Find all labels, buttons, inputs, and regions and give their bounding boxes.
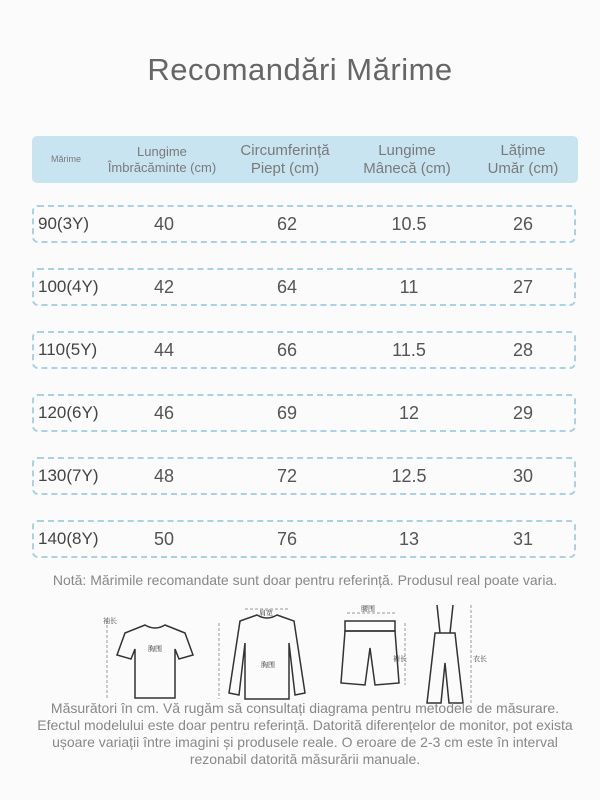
chest-cell: 64 bbox=[276, 276, 298, 297]
length-cell: 50 bbox=[153, 528, 175, 549]
size-cell: 110(5Y) bbox=[38, 340, 98, 359]
header-size: Mărime bbox=[50, 154, 81, 165]
header-length: Lungime Îmbrăcăminte (cm) bbox=[107, 143, 217, 175]
sleeve-cell: 12.5 bbox=[391, 465, 427, 486]
chest-cell: 72 bbox=[276, 465, 298, 486]
long-sleeve-icon bbox=[229, 615, 305, 699]
chest-cell: 66 bbox=[276, 339, 298, 360]
waist-label: 腰围 bbox=[361, 606, 375, 613]
disclaimer: Măsurători în cm. Vă rugăm să consultați diagrama pentru metodele de măsurare. Efectul modelului este doar pentru referință. Datorită diferențelor de monitor, pot exista ușoare variații între imagini și produsele reale. O eroare de 2-3 cm este în interval rezonabil datorită măsurării manuale. bbox=[37, 700, 573, 767]
length-cell: 46 bbox=[153, 402, 175, 423]
shoulder-label: 肩宽 bbox=[259, 610, 273, 617]
size-cell: 90(3Y) bbox=[38, 214, 90, 233]
length-cell: 40 bbox=[153, 213, 175, 234]
size-cell: 100(4Y) bbox=[38, 277, 99, 296]
header-shoulder: Lățime Umăr (cm) bbox=[487, 141, 559, 177]
reference-note: Notă: Mărimile recomandate sunt doar pentru referință. Produsul real poate varia. bbox=[52, 572, 558, 588]
sleeve-label: 袖长 bbox=[103, 618, 117, 625]
table-header bbox=[32, 136, 578, 183]
shoulder-cell: 26 bbox=[512, 213, 534, 234]
shoulder-cell: 29 bbox=[512, 402, 534, 423]
chest-label-2: 胸围 bbox=[261, 662, 275, 669]
pants-length-label: 裤长 bbox=[393, 656, 407, 663]
table-row bbox=[32, 268, 576, 306]
tshirt-icon bbox=[117, 625, 193, 698]
header-chest: Circumferință Piept (cm) bbox=[240, 141, 330, 177]
length-cell: 48 bbox=[153, 465, 175, 486]
table-row bbox=[32, 520, 576, 558]
page-title: Recomandări Mărime bbox=[147, 52, 453, 87]
measurement-illustration bbox=[95, 603, 505, 708]
table-row bbox=[32, 205, 576, 243]
size-cell: 130(7Y) bbox=[38, 466, 99, 485]
length-label: 衣长 bbox=[473, 656, 487, 663]
chest-label-1: 胸围 bbox=[148, 646, 162, 653]
shoulder-cell: 31 bbox=[512, 528, 534, 549]
overalls-icon bbox=[427, 605, 463, 703]
header-sleeve: Lungime Mânecă (cm) bbox=[363, 141, 451, 177]
length-cell: 44 bbox=[153, 339, 175, 360]
shoulder-cell: 27 bbox=[512, 276, 534, 297]
size-cell: 140(8Y) bbox=[38, 529, 99, 548]
chest-cell: 69 bbox=[276, 402, 298, 423]
shorts-icon bbox=[341, 621, 399, 685]
table-row bbox=[32, 394, 576, 432]
sleeve-cell: 10.5 bbox=[391, 213, 427, 234]
sleeve-cell: 11.5 bbox=[392, 339, 426, 360]
chest-cell: 76 bbox=[276, 528, 298, 549]
table-row bbox=[32, 457, 576, 495]
sleeve-cell: 12 bbox=[398, 402, 420, 423]
sleeve-cell: 11 bbox=[399, 276, 419, 297]
size-cell: 120(6Y) bbox=[38, 403, 99, 422]
sleeve-cell: 13 bbox=[398, 528, 420, 549]
chest-cell: 62 bbox=[276, 213, 298, 234]
table-row bbox=[32, 331, 576, 369]
shoulder-cell: 28 bbox=[512, 339, 534, 360]
length-cell: 42 bbox=[153, 276, 175, 297]
shoulder-cell: 30 bbox=[512, 465, 534, 486]
